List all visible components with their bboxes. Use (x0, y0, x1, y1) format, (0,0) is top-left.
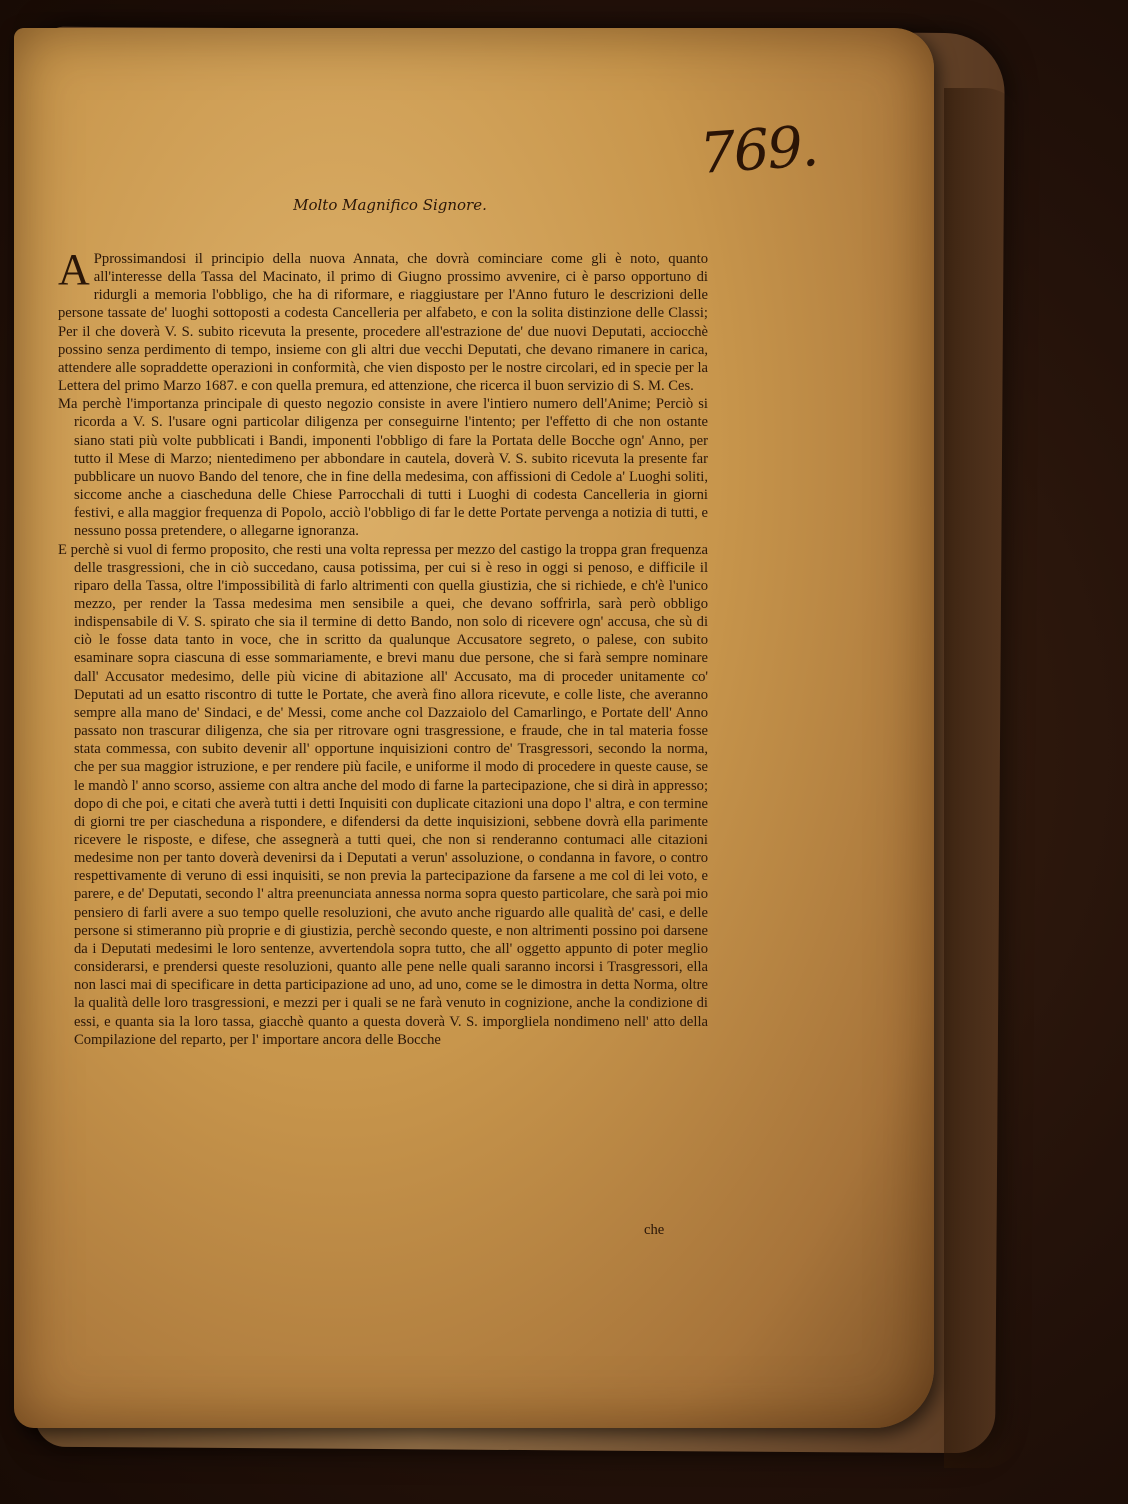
body-text (58, 245, 709, 1049)
page-edge-shadow (944, 88, 1024, 1468)
salutation: Molto Magnifico Signore. (293, 196, 487, 214)
paragraph-2-text: Ma perchè l'importanza principale di questo negozio consiste in avere l'intiero numero dell'Anime; Perciò si ricorda a V. S. l'usare ogni particolar diligenza per conseguirne l'intento; per l'effetto di che non ostante siano stati più volte pubblicati i Bandi, imponenti l'obbligo di fare la Portata delle Bocche ogn' Anno, per tutto il Mese di Marzo; nientedimeno per abbondare in cautela, doverà V. S. subito ricevuta la presente far pubblicare un nuovo Bando del tenore, che in fine della medesima, con affissioni di Cedole a' Luoghi soliti, siccome anche a ciascheduna delle Chiese Parrocchali di tutti i Luoghi di codesta Cancelleria in giorni festivi, e alla maggior frequenza di Popolo, acciò l'obbligo di far le dette Portate pervenga a notizia di tutti, e nessuno possa pretendere, o allegarne ignoranza. (58, 396, 709, 540)
paragraph-3-text: E perchè si vuol di fermo proposito, che resti una volta repressa per mezzo del castigo la troppa gran frequenza delle trasgressioni, che in ciò succedano, causa potissima, per cui si è reso in oggi si penoso, e difficile il riparo della Tassa, oltre l'impossibilità di farlo altrimenti con quella giustizia, che si richiede, e ch'è l'unico mezzo, per render la Tassa medesima men sensibile a quei, che devano soffrirla, sarà però obbligo indispensabile di V. S. spirato che sia il termine di detto Bando, non solo di ricevere ogn' accusa, che sù di ciò le fosse data tanto in voce, che in scritto da qualunque Accusatore segreto, o palese, con subito esaminare sopra ciascuna di esse sommariamente, e brevi manu due persone, che si farà sempre nominare dall' Accusator medesimo, delle più vicine di abitazione all' Accusato, ma di proceder unitamente co' Deputati ad un esatto riscontro di tutte le Portate, che averà fino allora ricevute, e colle liste, che averanno sempre alla mano de' Sindaci, e de' Messi, come anche col Dazzaiolo del Camarlingo, e Portate dell' Anno passato non trascurar diligenza, che sia per ritrovare ogni trasgressione, e fraude, che in tal materia fosse stata commessa, con subito devenir all' opportune inquisizioni contro de' Trasgressori, secondo la norma, che per sua maggior istruzione, e per rendere più facile, e uniforme il modo di procedere in queste cause, se le mandò l' anno scorso, assieme con altra anche del modo di farne la partecipazione, che si dirà in appresso; dopo di che poi, e citati che averà tutti i detti Inquisiti con duplicate citazioni una dopo l' altra, e con termine di giorni tre per ciascheduna a rispondere, e difendersi da dette inquisizioni, sebbene dovrà ella parimente ricevere le risposte, e difese, che assegnerà a tutti quei, che non si renderanno contumaci alle citazioni medesime non per tanto doverà devenirsi da i Deputati a verun' assoluzione, o condanna in favore, o contro respettivamente di veruno di essi inquisiti, se non previa la partecipazione da farsene a me col di lei voto, e parere, e de' Deputati, secondo l' altra preenunciata annessa norma sopra questo particolare, che sarà poi mio pensiero di farli avere a suo tempo quelle resoluzioni, che avuto anche riguardo alle qualità de' casi, e delle persone si stimeranno più proprie e di giustizia, perchè secondo queste, e non altrimenti possino poi darsene da i Deputati medesimi le loro sentenze, avvertendola sopra tutto, che all' oggetto appunto di poter meglio considerarsi, e prendersi queste resoluzioni, quanto alle pene nelle quali saranno incorsi i Trasgressori, ella non lasci mai di specificare in detta participazione ad uno, ad uno, come se le dimostra in detta Norma, oltre la qualità delle loro trasgressioni, e mezzi per i quali se ne farà venuto in cognizione, anche la condizione di essi, e quanta sia la loro tassa, giacchè quanto a questa doverà V. S. imporgliela nondimeno nell' atto della Compilazione del reparto, per l' importare ancora delle Bocche (58, 541, 708, 1048)
paragraph-2 (58, 395, 708, 540)
page-number: 769. (697, 114, 819, 187)
drop-cap: A (58, 245, 90, 294)
paragraph-1-text: Pprossimandosi il principio della nuova Annata, che dovrà cominciare come gli è noto, quanto all'interesse della Tassa del Macinato, il primo di Giugno prossimo avvenire, ci è parso opportuno di ridurgli a memoria l'obbligo, che ha di riformare, e riaggiustare per l'Anno futuro le descrizioni delle persone tassate de' luoghi sottoposti a codesta Cancelleria per alfabeto, e con la solita distinzione delle Classi; Per il che doverà V. S. subito ricevuta la presente, procedere all'estrazione de' due nuovi Deputati, acciocchè possino senza perdimento di tempo, insieme con gli altri due vecchi Deputati, che devano rimanere in carica, attendere alle sopraddette operazioni in conformità, che vien disposto per le nostre circolari, ed in specie per la Lettera del primo Marzo 1687. e con quella premura, ed attenzione, che ricerca il buon servizio di S. M. Ces. (58, 251, 708, 395)
paragraph-1 (58, 245, 708, 395)
catchword: che (644, 1222, 665, 1238)
paragraph-3 (58, 541, 708, 1049)
